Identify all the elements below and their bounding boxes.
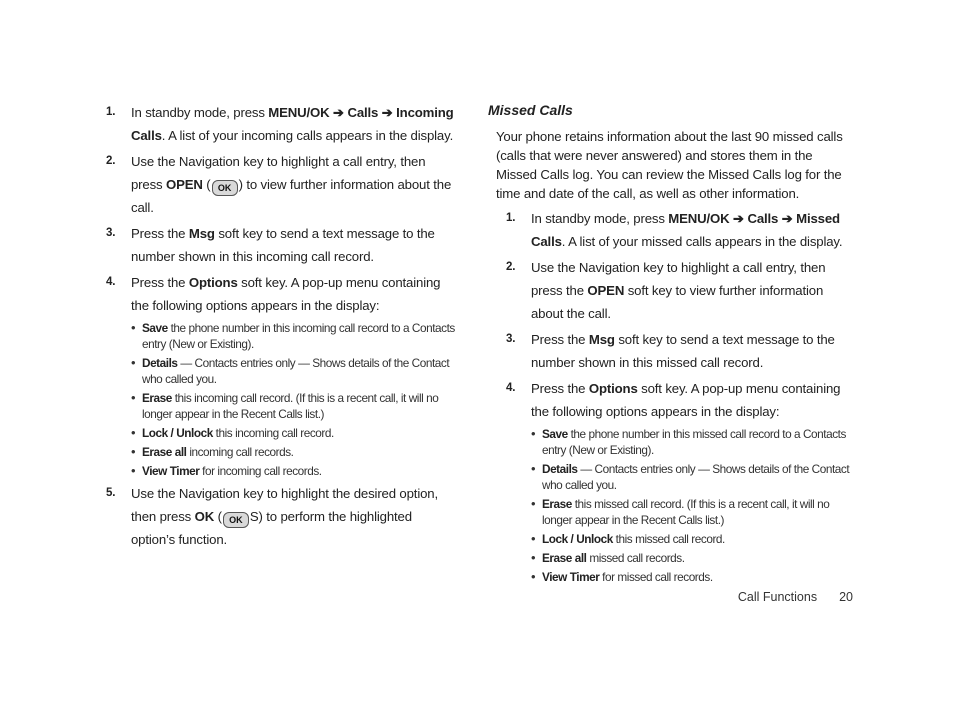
option-text: — Contacts entries only — Shows details of the Contact who called you. <box>142 356 450 386</box>
incoming-step-4 <box>106 271 456 317</box>
step-text: Use the Navigation key to highlight a call entry, then press <box>131 154 426 192</box>
incoming-step-1 <box>106 101 456 147</box>
list-item <box>531 496 854 528</box>
option-text: incoming call records. <box>186 445 294 459</box>
missed-step-4 <box>506 377 854 423</box>
step-text: In standby mode, press <box>131 105 269 120</box>
list-item <box>131 390 456 422</box>
option-text: this missed call record. <box>612 532 725 546</box>
missed-step-1 <box>506 207 854 253</box>
footer-section-name: Call Functions <box>737 590 818 604</box>
step-text: S) to perform the highlighted option’s function. <box>131 509 412 547</box>
menu-path: MENU/OK ➔ Calls ➔ Incoming Calls <box>131 105 454 143</box>
option-name: View Timer <box>542 570 600 584</box>
step-text: . A list of your incoming calls appears in the display. <box>161 128 454 143</box>
step-number: 2. <box>106 155 116 167</box>
list-item <box>131 320 456 352</box>
step-text: In standby mode, press <box>531 211 669 226</box>
option-name: Erase all <box>142 445 187 459</box>
key-name: OPEN <box>166 177 203 192</box>
step-text: Press the <box>131 226 189 241</box>
option-name: Save <box>142 321 168 335</box>
option-text: for incoming call records. <box>199 464 322 478</box>
step-text: soft key. A pop-up menu containing the following options appears in the display: <box>131 275 441 313</box>
list-item <box>531 426 854 458</box>
intro-paragraph: Your phone retains information about the last 90 missed calls (calls that were never answered) and stores them in the Missed Calls log. You can review the Missed Calls log for the time and date of the call, as well as other information. <box>496 129 843 201</box>
key-name: Options <box>588 381 638 396</box>
step-text: Press the <box>531 381 589 396</box>
option-text: this missed call record. (If this is a recent call, it will no longer appear in the Recent Calls list.) <box>542 497 830 527</box>
incoming-options-list <box>131 320 456 479</box>
option-name: Details <box>542 462 578 476</box>
option-name: Lock / Unlock <box>142 426 213 440</box>
key-name: Options <box>188 275 238 290</box>
key-name: Msg <box>188 226 215 241</box>
step-text: Press the <box>131 275 189 290</box>
section-title: Missed Calls <box>488 102 573 118</box>
option-text: — Contacts entries only — Shows details of the Contact who called you. <box>542 462 850 492</box>
step-number: 1. <box>506 212 516 224</box>
option-name: Details <box>142 356 178 370</box>
step-text: soft key. A pop-up menu containing the following options appears in the display: <box>531 381 841 419</box>
step-text: soft key to view further information about the call. <box>531 283 824 321</box>
option-name: Erase all <box>542 551 587 565</box>
list-item <box>531 550 854 566</box>
missed-options-list <box>531 426 854 585</box>
page-footer <box>700 590 853 604</box>
key-name: OK <box>194 509 215 524</box>
step-number: 5. <box>106 487 116 499</box>
missed-step-3 <box>506 328 854 374</box>
step-text: ) to view further information about the call. <box>131 177 452 215</box>
ok-key-icon: OK <box>223 512 249 528</box>
step-number: 4. <box>106 276 116 288</box>
step-text: Use the Navigation key to highlight a call entry, then press the <box>531 260 826 298</box>
page-number: 20 <box>839 590 853 604</box>
option-name: Save <box>542 427 568 441</box>
left-column <box>106 101 456 554</box>
option-name: View Timer <box>142 464 200 478</box>
right-column <box>488 101 854 588</box>
step-number: 1. <box>106 106 116 118</box>
step-number: 3. <box>106 227 116 239</box>
step-number: 3. <box>506 333 516 345</box>
key-name: OPEN <box>587 283 625 298</box>
option-text: this incoming call record. (If this is a recent call, it will no longer appear in the Recent Calls list.) <box>142 391 439 421</box>
step-number: 4. <box>506 382 516 394</box>
option-text: this incoming call record. <box>212 426 334 440</box>
step-text: Use the Navigation key to highlight the desired option, then press <box>131 486 438 524</box>
list-item <box>531 531 854 547</box>
incoming-step-2 <box>106 150 456 219</box>
key-name: Msg <box>588 332 615 347</box>
incoming-step-3 <box>106 222 456 268</box>
list-item <box>531 569 854 585</box>
option-name: Erase <box>142 391 172 405</box>
list-item <box>531 461 854 493</box>
step-text: . A list of your missed calls appears in the display. <box>561 234 843 249</box>
option-text: the phone number in this missed call record to a Contacts entry (New or Existing). <box>542 427 846 457</box>
step-text: ( <box>202 177 211 192</box>
list-item <box>131 444 456 460</box>
step-text: Press the <box>531 332 589 347</box>
option-text: missed call records. <box>586 551 685 565</box>
ok-key-icon: OK <box>212 180 238 196</box>
missed-step-2 <box>506 256 854 325</box>
step-text: soft key to send a text message to the number shown in this missed call record. <box>531 332 835 370</box>
option-text: the phone number in this incoming call record to a Contacts entry (New or Existing). <box>142 321 455 351</box>
option-name: Lock / Unlock <box>542 532 613 546</box>
menu-path: MENU/OK ➔ Calls ➔ Missed Calls <box>531 211 840 249</box>
step-text: ( <box>214 509 222 524</box>
list-item <box>131 463 456 479</box>
option-name: Erase <box>542 497 572 511</box>
incoming-step-5 <box>106 482 456 551</box>
step-number: 2. <box>506 261 516 273</box>
option-text: for missed call records. <box>599 570 713 584</box>
list-item <box>131 355 456 387</box>
list-item <box>131 425 456 441</box>
step-text: soft key to send a text message to the number shown in this incoming call record. <box>131 226 435 264</box>
